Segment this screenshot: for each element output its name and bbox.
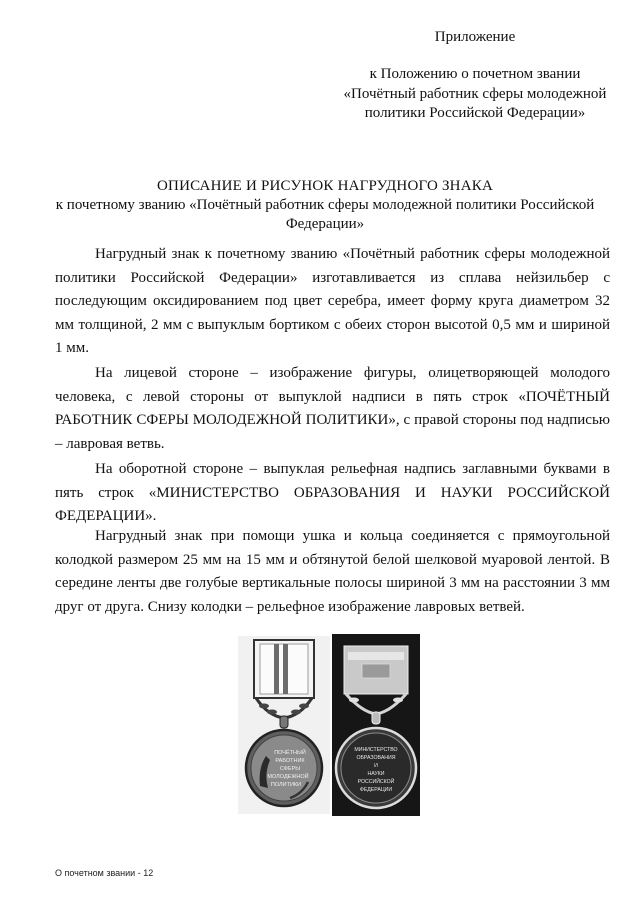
page-title: ОПИСАНИЕ И РИСУНОК НАГРУДНОГО ЗНАКА — [157, 178, 493, 194]
badge-back-line-3: И — [374, 763, 378, 769]
paragraph-material: Нагрудный знак к почетному званию «Почётный работник сферы молодежной политики Российской Федерации» изготавливается из сплава нейзильбер с последующим оксидированием под цвет серебра, имеет форму круга диаметром 32 мм толщиной, 2 мм с выпуклым бортиком с обеих сторон высотой 0,5 мм и шириной 1 мм. — [55, 246, 610, 356]
document-heading — [40, 177, 610, 234]
paragraph-back-side: На оборотной стороне – выпуклая рельефная надпись заглавными буквами в пять строк «МИНИСТЕРСТВО ОБРАЗОВАНИЯ И НАУКИ РОССИЙСКОЙ ФЕДЕРАЦИИ». — [55, 461, 610, 524]
badge-back-line-2: ОБРАЗОВАНИЯ — [356, 755, 396, 761]
badge-front-photo — [238, 636, 330, 814]
badge-back-line-5: РОССИЙСКОЙ — [357, 779, 395, 785]
badge-back-line-1: МИНИСТЕРСТВО — [354, 747, 398, 753]
appendix-reference: к Положению о почетном звании «Почётный работник сферы молодежной политики Российской Федерации» — [343, 66, 607, 121]
appendix-title: Приложение — [434, 29, 516, 45]
badge-front-line-3: СФЕРЫ — [279, 766, 301, 772]
badge-front-line-4: МОЛОДЕЖНОЙ — [267, 774, 309, 780]
badge-back-line-6: ФЕДЕРАЦИИ — [359, 787, 393, 793]
badge-front-line-1: ПОЧЁТНЫЙ — [274, 750, 306, 756]
badge-front-line-5: ПОЛИТИКИ — [270, 782, 302, 788]
page-footer: О почетном звании - 12 — [55, 868, 154, 878]
badge-front-inscription — [238, 636, 330, 814]
badge-back-photo — [332, 634, 420, 816]
badge-front-line-2: РАБОТНИК — [275, 758, 305, 764]
badge-back-line-4: НАУКИ — [367, 771, 385, 777]
paragraph-front-side: На лицевой стороне – изображение фигуры, олицетворяющей молодого человека, с левой стороны от выпуклой надписи в пять строк «ПОЧЁТНЫЙ РАБОТНИК СФЕРЫ МОЛОДЕЖНОЙ ПОЛИТИКИ», с правой стороны под надписью – лавровая ветвь. — [55, 365, 610, 452]
paragraph-ribbon: Нагрудный знак при помощи ушка и кольца соединяется с прямоугольной колодкой размером 25 мм на 15 мм и обтянутой белой шелковой муаровой лентой. В середине ленты две голубые вертикальные полосы шириной 3 мм на расстоянии 3 мм друг от друга. Снизу колодки – рельефное изображение лавровых ветвей. — [55, 528, 610, 615]
badge-back-inscription — [332, 634, 420, 816]
page-subtitle: к почетному званию «Почётный работник сферы молодежной политики Российской Федерации» — [55, 197, 595, 232]
